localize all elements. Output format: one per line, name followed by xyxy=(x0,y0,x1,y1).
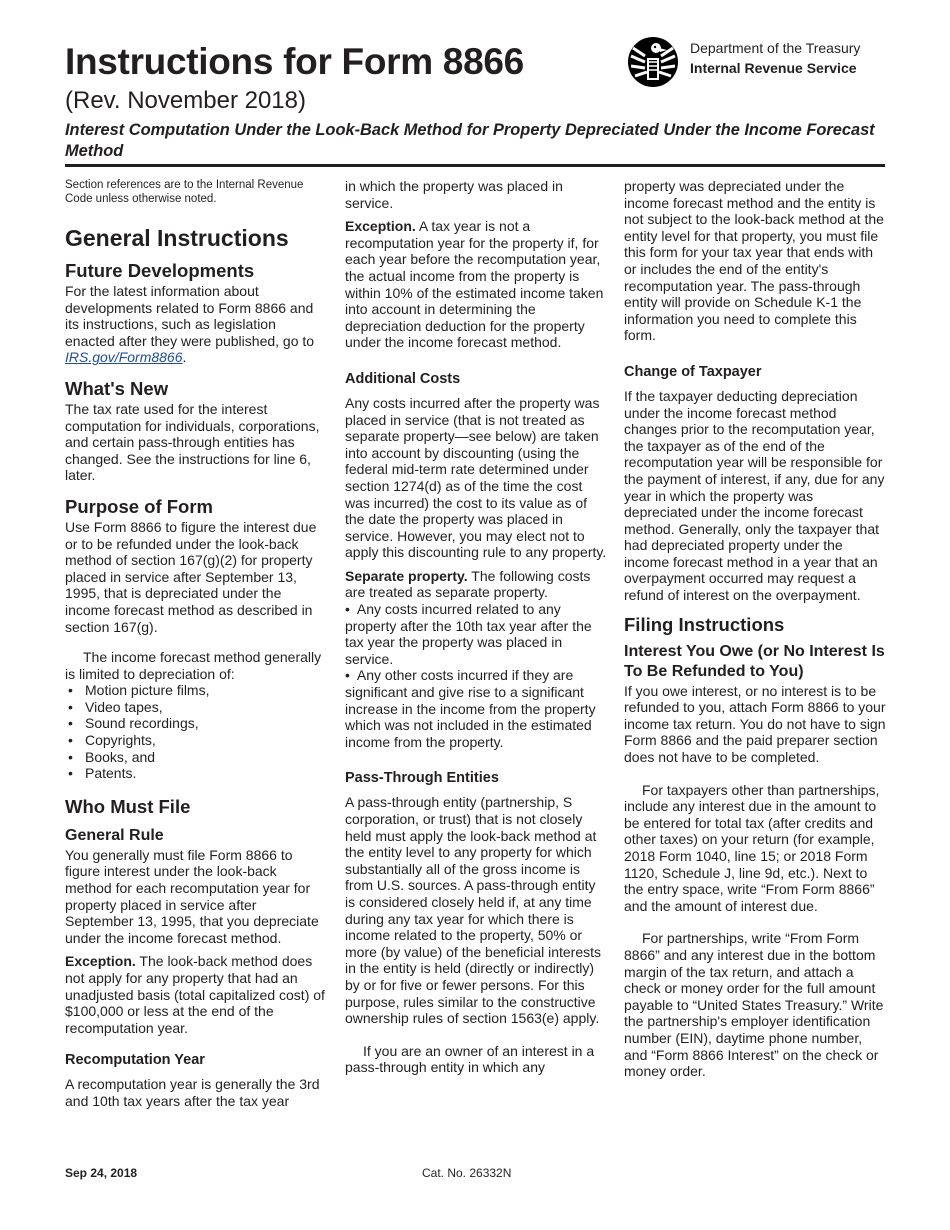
change-of-taxpayer-text: If the taxpayer deducting depreciation under the income forecast method changes prior to the recomputation year, the taxpayer as of the end of the recomputation year will be responsible for the payment of interest, if any, due for any year in which the property was depreciated under the income forecast method. Generally, only the taxpayer that had depreciated property under the income forecast method in a year that an overpayment occurred may request a refund of interest on the overpayment. xyxy=(624,387,885,604)
recomputation-continued-text: in which the property was placed in service. xyxy=(345,178,563,211)
separate-property-item-2: • Any other costs incurred if they are significant and give rise to a significant increase in the income from the property which was not included in the estimated income from the property. xyxy=(345,667,596,750)
agency-department: Department of the Treasury xyxy=(690,40,861,56)
whats-new-text: The tax rate used for the interest computation for individuals, corporations, and certain pass-through entities has changed. See the instructions for line 6, later. xyxy=(65,400,320,484)
future-developments-text: For the latest information about developments related to Form 8866 and its instructions, such as legislation enacted after they were published, go to IRS.gov/Form8866. xyxy=(65,283,315,366)
footer-date: Sep 24, 2018 xyxy=(65,1166,138,1180)
who-must-file-heading: Who Must File xyxy=(65,795,191,817)
header-rule xyxy=(65,164,885,167)
interest-you-owe-heading: Interest You Owe (or No Interest Is To Be Refunded to You) xyxy=(624,642,885,680)
interest-you-owe-text: If you owe interest, or no interest is to be refunded to you, attach Form 8866 to your income tax return. You do not have to sign Form 8866 and the paid preparer section does not have to be completed. xyxy=(624,682,886,766)
list-item: • Video tapes, xyxy=(65,699,325,716)
pass-through-entities-text-2: If you are an owner of an interest in a pass-through entity in which any xyxy=(345,1042,595,1076)
column-2 xyxy=(345,178,607,1076)
future-developments-heading: Future Developments xyxy=(65,260,255,281)
pass-through-entities-text: A pass-through entity (partnership, S corporation, or trust) that is not closely held must apply the look-back method at the entity level to any property for which substantially all of the gross income is from U.S. sources. A pass-through entity is considered closely held if, at any time during any tax year for which there is income related to the property, 50% or more (by value) of the beneficial interests in the entity is held (directly or indirectly) by or for five or fewer persons. For this purpose, rules similar to the constructive ownership rules of section 1563(e) apply. xyxy=(345,794,602,1027)
general-rule-heading: General Rule xyxy=(65,826,164,844)
list-item: • Sound recordings, xyxy=(65,715,325,732)
agency-service: Internal Revenue Service xyxy=(690,60,857,76)
recomputation-exception-paragraph: Exception. A tax year is not a recomputation year for the property if, for each year before the recomputation year, the actual income from the property is within 10% of the estimated income taken into account in determining the depreciation deduction for the property under the income forecast method. xyxy=(345,218,604,351)
section-references-note: Section references are to the Internal Revenue Code unless otherwise noted. xyxy=(65,179,304,205)
document-subtitle: Interest Computation Under the Look-Back Method for Property Depreciated Under the Income Forecast Method xyxy=(65,121,875,160)
irs-eagle-logo-icon xyxy=(623,36,685,88)
recomputation-year-text: A recomputation year is generally the 3rd and 10th tax years after the tax year xyxy=(65,1076,320,1109)
change-of-taxpayer-heading: Change of Taxpayer xyxy=(624,363,762,380)
interest-you-owe-text-2: For taxpayers other than partnerships, include any interest due in the amount to be entered for total tax (after credits and other taxes) on your return (for example, 2018 Form 1040, line 15; or 2018 Form 1120, Schedule J, line 9d, etc.). Next to the entry space, write “From Form 8866” and the amount of interest due. xyxy=(624,781,880,914)
purpose-of-form-heading: Purpose of Form xyxy=(65,495,214,517)
purpose-of-form-text: Use Form 8866 to figure the interest due or to be refunded under the look-back method of section 167(g)(2) for property placed in service after September 13, 1995, that is depreciated under the income forecast method as described in section 167(g). xyxy=(65,518,317,635)
pass-through-entities-heading: Pass-Through Entities xyxy=(345,770,499,787)
column-1 xyxy=(65,178,325,1110)
additional-costs-heading: Additional Costs xyxy=(345,370,461,387)
interest-you-owe-text-3: For partnerships, write “From Form 8866” and any interest due in the bottom margin of the tax return, and attach a check or money order for the full amount payable to “United States Treasury.” Write the partnership's employer identification number (EIN), daytime phone number, and “Form 8866 Interest” on the check or money order. xyxy=(624,930,884,1080)
document-title: Instructions for Form 8866 xyxy=(65,41,524,82)
whats-new-heading: What's New xyxy=(65,377,169,399)
irs-form-8866-link[interactable]: IRS.gov/Form8866 xyxy=(65,349,183,366)
depreciation-list xyxy=(65,682,325,782)
list-item: • Copyrights, xyxy=(65,732,325,749)
separate-property-item-1: • Any costs incurred related to any property after the 10th tax year after the tax year the property was placed in service. xyxy=(345,601,592,667)
general-rule-text: You generally must file Form 8866 to figure interest under the look-back method for each recomputation year for property placed in service after September 13, 1995, that you depreciate under the income forecast method. xyxy=(65,846,319,946)
revision-date: (Rev. November 2018) xyxy=(65,87,306,114)
list-item: • Patents. xyxy=(65,765,325,782)
list-item: • Motion picture films, xyxy=(65,682,325,699)
footer-catalog-number: Cat. No. 26332N xyxy=(422,1166,512,1180)
recomputation-year-heading: Recomputation Year xyxy=(65,1052,205,1069)
additional-costs-text: Any costs incurred after the property was placed in service (that is not treated as separate property—see below) are taken into account by discounting (using the federal mid-term rate determined under section 1274(d) as of the time the cost was incurred) the cost to its value as of the date the property was placed in service. However, you may elect not to apply this discounting rule to any property. xyxy=(345,394,607,561)
list-item: • Books, and xyxy=(65,749,325,766)
exception-paragraph: Exception. The look-back method does not apply for any property that had an unadjusted basis (total capitalized cost) of $100,000 or less at the end of the recomputation year. xyxy=(65,953,325,1036)
pass-through-continued-text: property was depreciated under the income forecast method and the entity is not subject to the look-back method at the entity level for that property, you must file this form for your tax year that ends with or includes the end of the entity's recomputation year. The pass-through entity will provide on Schedule K-1 the information you need to complete this form. xyxy=(624,178,884,344)
general-instructions-heading: General Instructions xyxy=(65,225,289,251)
document-header xyxy=(65,36,885,166)
separate-property-paragraph: Separate property. The following costs are treated as separate property. xyxy=(345,567,591,601)
column-3 xyxy=(624,178,886,1080)
filing-instructions-heading: Filing Instructions xyxy=(624,613,785,635)
agency-block xyxy=(623,36,885,88)
purpose-of-form-text-2: The income forecast method generally is limited to depreciation of: xyxy=(65,649,322,682)
